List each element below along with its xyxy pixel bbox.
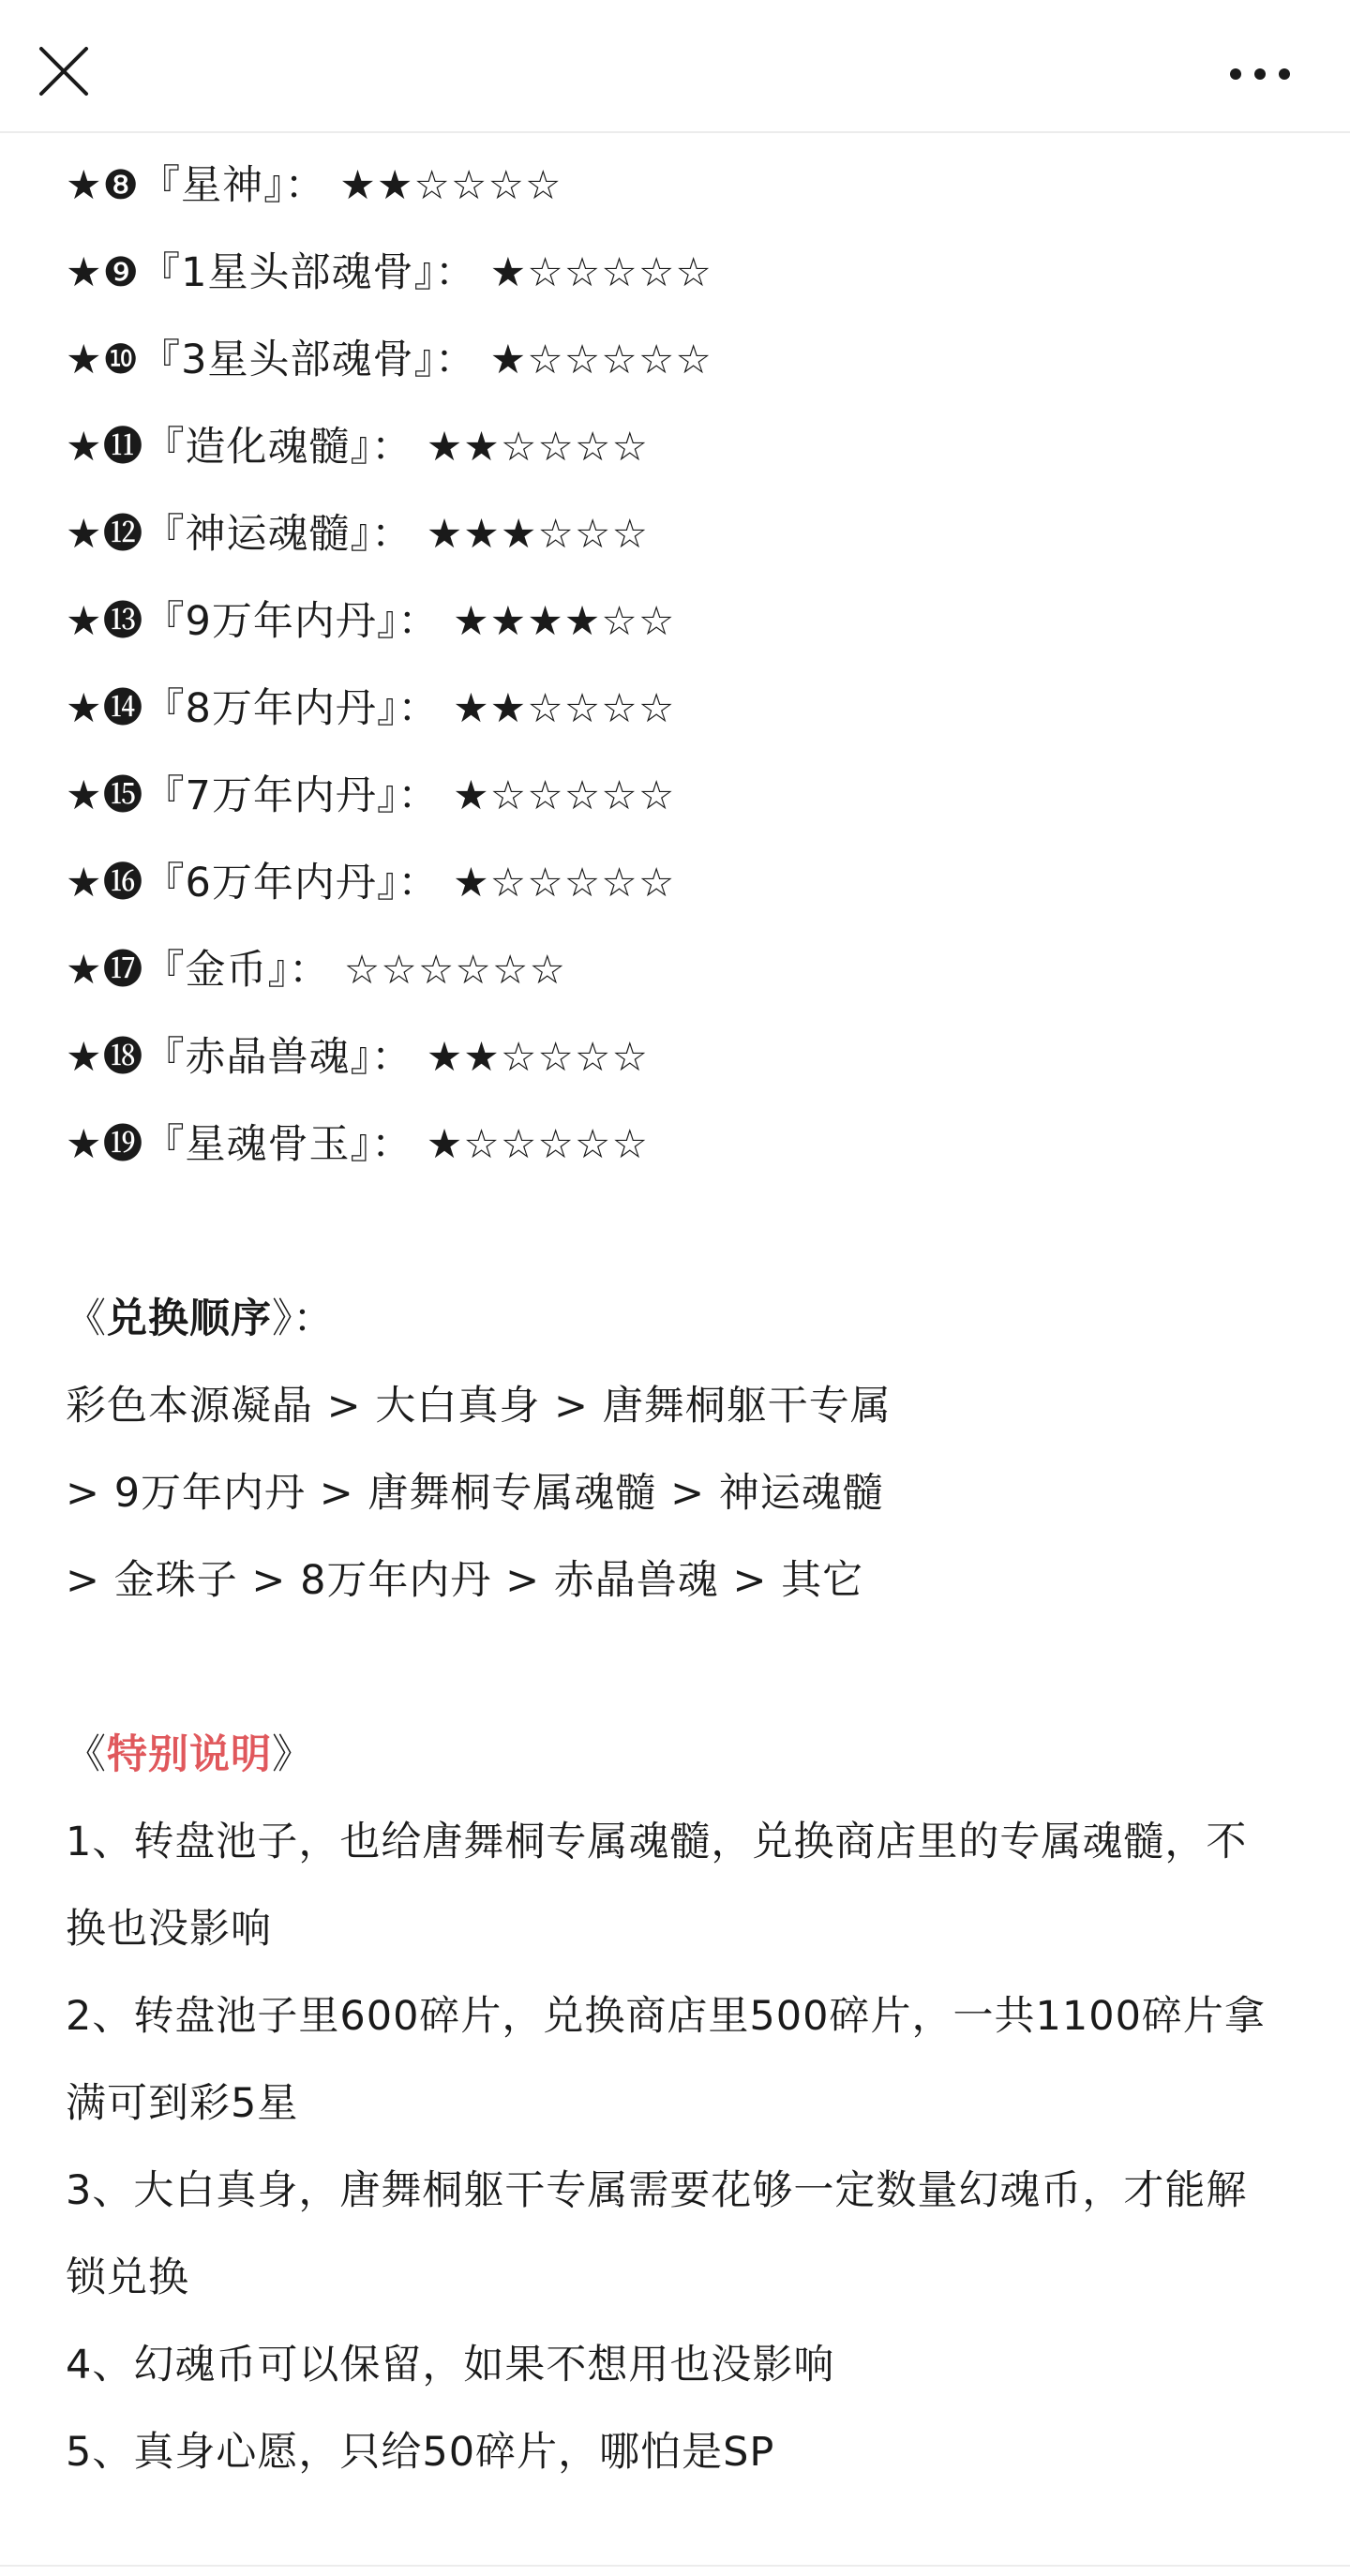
star-rating: ★★★☆☆☆ — [426, 511, 650, 558]
rating-marker: ★⓭ — [66, 598, 144, 645]
star-rating: ★☆☆☆☆☆ — [489, 249, 712, 296]
star-rating: ★★☆☆☆☆ — [426, 1034, 650, 1081]
exchange-heading-title: 兑换顺序 — [107, 1295, 272, 1342]
rating-marker: ★⓱ — [66, 947, 144, 994]
note-item: 1、转盘池子，也给唐舞桐专属魂髓，兑换商店里的专属魂髓，不换也没影响 — [66, 1819, 1248, 1953]
rating-separator: ： — [398, 860, 440, 906]
rating-separator: ： — [434, 249, 476, 296]
rating-marker: ★⓲ — [66, 1034, 144, 1081]
bottom-divider — [0, 2565, 1350, 2567]
rating-row — [66, 927, 1284, 1014]
spacer — [66, 1625, 1284, 1712]
more-dots-icon — [1222, 49, 1298, 96]
note-item: 3、大白真身，唐舞桐躯干专属需要花够一定数量幻魂币，才能解锁兑换 — [66, 2167, 1248, 2301]
rating-row — [66, 142, 1284, 230]
rating-row — [66, 317, 1284, 404]
rating-marker: ★⓰ — [66, 860, 144, 906]
rating-item-name: 『8万年内丹』 — [143, 685, 398, 732]
rating-item-name: 『3星头部魂骨』 — [140, 337, 435, 383]
notes-heading-open: 《 — [66, 1731, 107, 1778]
rating-row — [66, 578, 1284, 666]
note-item: 5、真身心愿，只给50碎片，哪怕是SP — [66, 2429, 775, 2476]
rating-item-name: 『9万年内丹』 — [143, 598, 398, 645]
close-button[interactable] — [36, 43, 92, 99]
rating-marker: ★❿ — [66, 337, 141, 383]
star-rating: ★☆☆☆☆☆ — [453, 772, 676, 819]
rating-row — [66, 840, 1284, 927]
rating-item-name: 『6万年内丹』 — [143, 860, 398, 906]
star-rating: ★★☆☆☆☆ — [453, 685, 676, 732]
rating-separator: ： — [398, 685, 440, 732]
notes-heading-title: 特别说明 — [107, 1731, 272, 1778]
rating-separator: ： — [371, 424, 413, 471]
exchange-order-line: > 9万年内丹 > 唐舞桐专属魂髓 > 神运魂髓 — [66, 1470, 884, 1517]
exchange-heading-open: 《 — [66, 1295, 107, 1342]
note-item: 2、转盘池子里600碎片，兑换商店里500碎片，一共1100碎片拿满可到彩5星 — [66, 1993, 1266, 2127]
rating-item-name: 『神运魂髓』 — [143, 511, 372, 558]
rating-row — [66, 753, 1284, 840]
more-options-button[interactable] — [1222, 49, 1298, 96]
rating-marker: ★❽ — [66, 162, 141, 209]
star-rating: ★★☆☆☆☆ — [426, 424, 650, 471]
star-rating: ★☆☆☆☆☆ — [453, 860, 676, 906]
exchange-order-line: > 金珠子 > 8万年内丹 > 赤晶兽魂 > 其它 — [66, 1557, 864, 1604]
rating-separator: ： — [398, 772, 440, 819]
rating-marker: ★⓬ — [66, 511, 144, 558]
rating-marker: ★⓯ — [66, 772, 144, 819]
rating-row — [66, 404, 1284, 491]
note-item: 4、幻魂币可以保留，如果不想用也没影响 — [66, 2342, 835, 2389]
rating-item-name: 『星神』 — [140, 162, 285, 209]
rating-marker: ★❾ — [66, 249, 141, 296]
rating-item-name: 『7万年内丹』 — [143, 772, 398, 819]
star-rating: ☆☆☆☆☆☆ — [343, 947, 567, 994]
close-icon — [36, 43, 92, 99]
star-rating: ★★☆☆☆☆ — [339, 162, 562, 209]
rating-marker: ★⓫ — [66, 424, 144, 471]
rating-item-name: 『星魂骨玉』 — [143, 1121, 372, 1168]
rating-marker: ★⓳ — [66, 1121, 144, 1168]
star-rating: ★☆☆☆☆☆ — [426, 1121, 650, 1168]
rating-separator: ： — [371, 1121, 413, 1168]
rating-item-name: 『造化魂髓』 — [143, 424, 372, 471]
exchange-heading-close: 》： — [272, 1295, 335, 1342]
rating-row — [66, 230, 1284, 317]
spacer — [66, 1189, 1284, 1276]
rating-item-name: 『金币』 — [143, 947, 290, 994]
rating-separator: ： — [398, 598, 440, 645]
rating-row — [66, 1101, 1284, 1189]
rating-separator: ： — [371, 1034, 413, 1081]
rating-marker: ★⓮ — [66, 685, 144, 732]
notes-heading-close: 》 — [272, 1731, 313, 1778]
rating-separator: ： — [434, 337, 476, 383]
exchange-heading — [66, 1276, 1284, 1363]
rating-separator: ： — [371, 511, 413, 558]
rating-separator: ： — [284, 162, 326, 209]
rating-item-name: 『1星头部魂骨』 — [140, 249, 435, 296]
rating-row — [66, 1014, 1284, 1101]
top-bar — [0, 0, 1350, 133]
rating-row — [66, 666, 1284, 753]
article-content — [66, 142, 1284, 2496]
star-rating: ★★★★☆☆ — [453, 598, 676, 645]
rating-item-name: 『赤晶兽魂』 — [143, 1034, 372, 1081]
notes-heading — [66, 1712, 1284, 1799]
exchange-order-line: 彩色本源凝晶 > 大白真身 > 唐舞桐躯干专属 — [66, 1383, 892, 1430]
star-rating: ★☆☆☆☆☆ — [489, 337, 712, 383]
rating-row — [66, 491, 1284, 578]
rating-separator: ： — [289, 947, 331, 994]
